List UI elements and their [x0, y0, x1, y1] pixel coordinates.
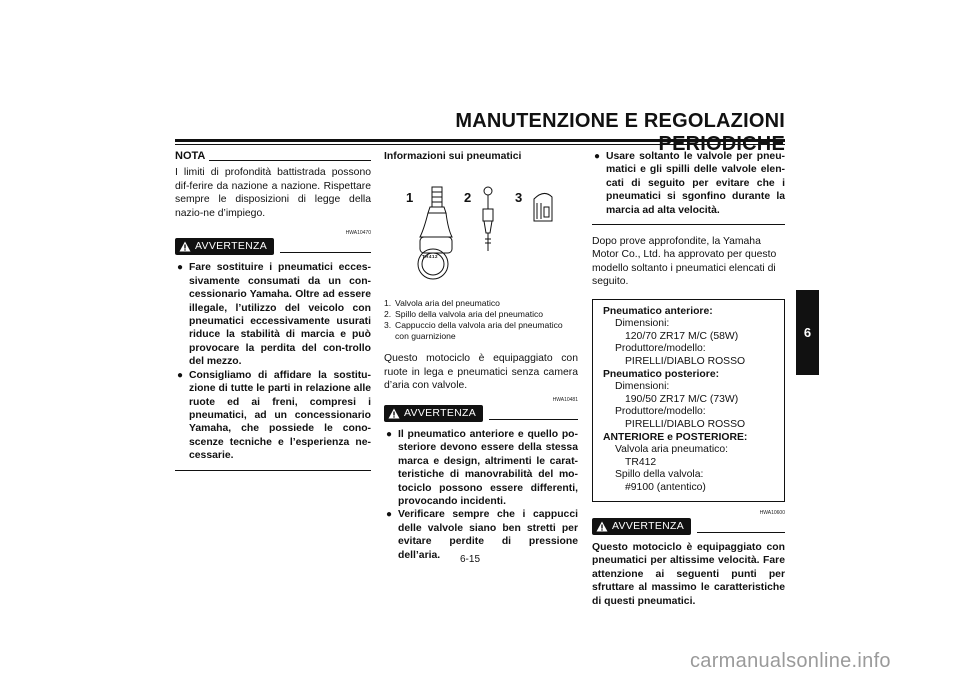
bullet-text: Fare sostituire i pneumatici ecces-sivamente consumati da un con-cessionario Yamaha. Oltre ad essere illegale, l’utilizzo del veicolo con pneumatici eccessivamente usurati riduce la stabilità di marcia e può provocare la perdita del con-trollo del mezzo.: [189, 262, 371, 368]
warning-code: HWA10470: [345, 230, 371, 237]
section-subheading: Informazioni sui pneumatici: [384, 151, 522, 162]
warning-triangle-icon: [596, 521, 608, 532]
legend-item: 2. Spillo della valvola aria del pneumatico: [384, 309, 544, 320]
nota-heading: [175, 150, 371, 163]
warning-heading: [592, 518, 785, 535]
warning-heading: [175, 238, 371, 255]
warning-badge: [175, 238, 274, 255]
bullet-icon: ●: [177, 369, 184, 381]
figure-label-3: 3: [515, 190, 523, 206]
warning-text: Questo motociclo è equipaggiato con pneumatici per altissime velocità. Fare attenzione ai seguenti punti per sfruttare al massimo le caratteristiche di questi pneumatici.: [592, 541, 785, 607]
legend-item: 1. Valvola aria del pneumatico: [384, 298, 500, 309]
warning-rule: [280, 252, 371, 253]
column-right: [592, 150, 785, 608]
warning-heading: [384, 405, 578, 422]
spec-value: 120/70 ZR17 M/C (58W): [625, 330, 739, 342]
warning-bullet: [175, 369, 371, 463]
valve-figure: [384, 169, 578, 284]
bullet-icon: ●: [177, 262, 184, 274]
warning-rule: [697, 532, 785, 533]
header-rule-thin: [175, 144, 785, 145]
warning-badge: [384, 405, 483, 422]
warning-triangle-icon: [179, 241, 191, 252]
warning-badge: [592, 518, 691, 535]
warning-rule: [489, 419, 578, 420]
spec-both-heading: ANTERIORE e POSTERIORE:: [603, 431, 748, 443]
nota-rule: [209, 160, 371, 161]
cap-marking: TR412: [422, 254, 439, 260]
column-middle: [384, 150, 578, 562]
warning-triangle-icon: [388, 408, 400, 419]
spec-value: TR412: [625, 456, 657, 468]
bullet-text: Consigliamo di affidare la sostitu-zione di tutte le parti in relazione alle ruote ed ai freni, compresi i pneumatici, ad un concessionario Yamaha, che possiede le cono-scenze tecniche e l’esperienza ne-cessarie.: [189, 369, 371, 462]
column-left: [175, 150, 371, 471]
chapter-tab: 6: [796, 290, 819, 375]
spec-value: #9100 (antentico): [625, 481, 706, 493]
page-number: 6-15: [460, 554, 481, 565]
nota-text: I limiti di profondità battistrada possono dif-ferire da nazione a nazione. Rispettare sempre le disposizioni di legge della nazio-ne d’impiego.: [175, 167, 371, 219]
figure-label-1: 1: [406, 190, 414, 206]
nota-label: NOTA: [175, 150, 206, 162]
header-rule: [175, 139, 785, 142]
warning-label: AVVERTENZA: [612, 519, 685, 532]
spec-label: Produttore/modello:: [615, 343, 706, 355]
warning-bullet: [384, 508, 578, 562]
warning-code: HWA10481: [552, 396, 578, 403]
spec-label: Dimensioni:: [615, 381, 670, 393]
spec-label: Dimensioni:: [615, 318, 670, 330]
spec-value: PIRELLI/DIABLO ROSSO: [625, 356, 746, 368]
section-rule: [592, 224, 785, 225]
bullet-text: Il pneumatico anteriore e quello po-steriore devono essere della stessa marca e design, altrimenti le carat-teristiche di manovrabilità del mo-tociclo possono essere differenti, provocando incidenti.: [398, 429, 578, 508]
spec-rear-heading: Pneumatico posteriore:: [603, 368, 720, 380]
figure-legend: [384, 298, 578, 342]
spec-value: 190/50 ZR17 M/C (73W): [625, 393, 739, 405]
warning-label: AVVERTENZA: [195, 240, 268, 253]
warning-bullet: [592, 150, 785, 217]
spec-value: PIRELLI/DIABLO ROSSO: [625, 419, 746, 430]
bullet-icon: ●: [594, 151, 601, 162]
warning-label: AVVERTENZA: [404, 406, 477, 419]
valve-illustration: [384, 169, 578, 284]
bullet-text: Usare soltanto le valvole per pneu-matici e gli spilli delle valvole elen-cati di seguito per evitare che i pneumatici si sgonfino durante la marcia ad alta velocità.: [606, 151, 785, 216]
bullet-icon: ●: [386, 509, 393, 521]
figure-label-2: 2: [464, 190, 472, 206]
warning-bullet: [384, 428, 578, 508]
watermark: carmanualsonline.info: [690, 650, 891, 672]
bullet-icon: ●: [386, 429, 393, 441]
legend-item: 3. Cappuccio della valvola aria del pneumatico con guarnizione: [384, 320, 563, 342]
spec-label: Valvola aria pneumatico:: [615, 444, 729, 456]
spec-label: Spillo della valvola:: [615, 469, 704, 481]
warning-code: HWA10600: [759, 509, 785, 516]
warning-bullet: [175, 261, 371, 368]
spec-front-heading: Pneumatico anteriore:: [603, 305, 713, 317]
approval-text: Dopo prove approfondite, la Yamaha Motor Co., Ltd. ha approvato per questo modello soltanto i pneumatici elencati di seguito.: [592, 236, 777, 288]
section-rule: [175, 470, 371, 471]
tire-spec-box: [592, 299, 785, 502]
page-title: MANUTENZIONE E REGOLAZIONI: [455, 110, 785, 132]
spec-label: Produttore/modello:: [615, 406, 706, 418]
tire-info-text: Questo motociclo è equipaggiato con ruote in lega e pneumatici senza camera d’aria con valvole.: [384, 353, 578, 392]
bullet-text: Verificare sempre che i cappucci delle valvole siano ben stretti per evitare perdite di pressione dell’aria.: [398, 509, 578, 561]
